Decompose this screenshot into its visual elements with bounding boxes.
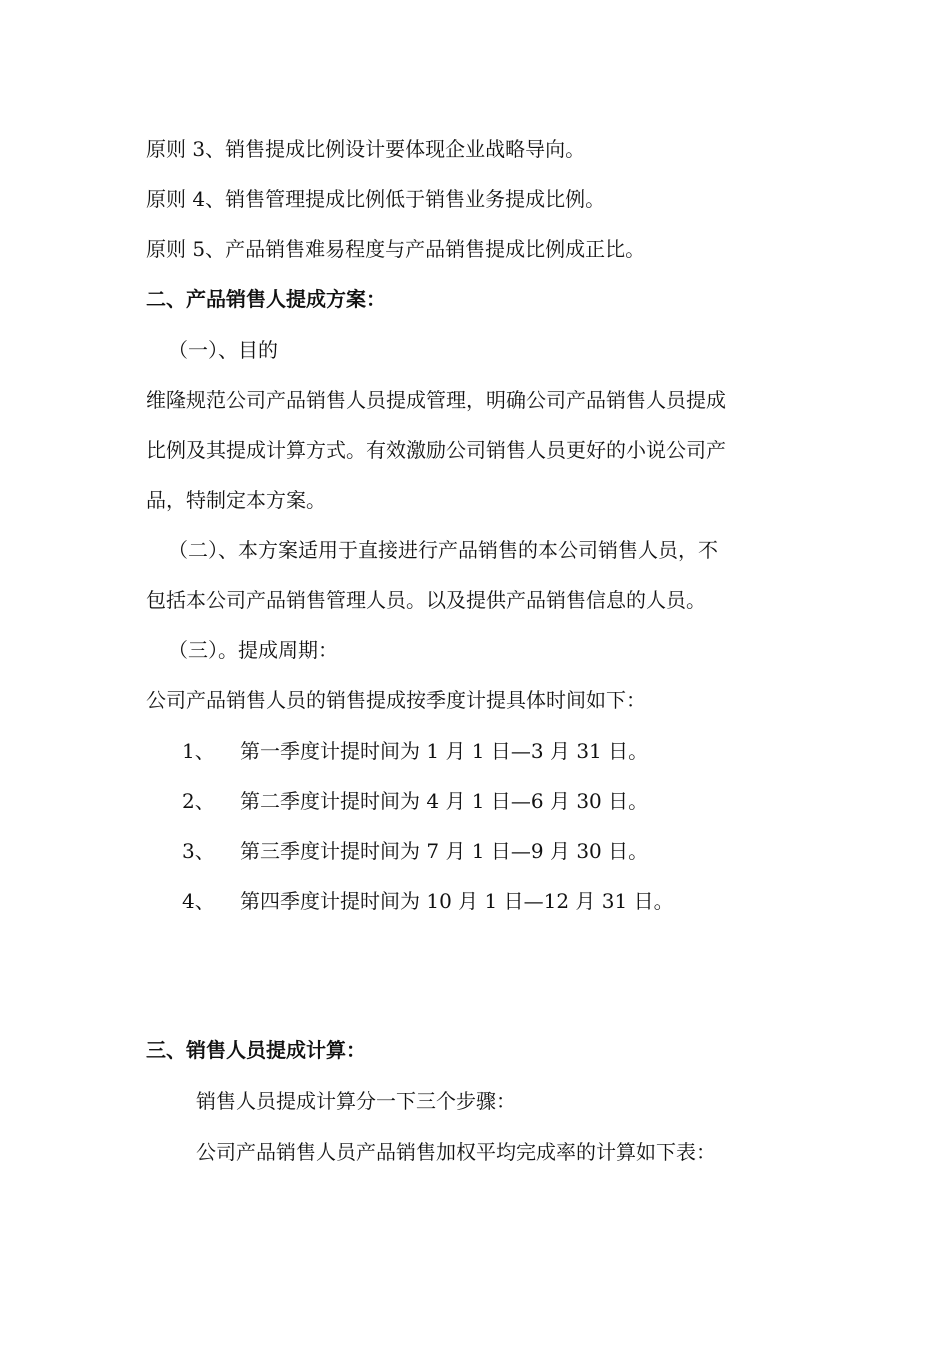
quarter-text: 第四季度计提时间为 10 月 1 日—12 月 31 日。 (240, 889, 674, 913)
principle-3: 原则 3、销售提成比例设计要体现企业战略导向。 (146, 137, 586, 161)
quarter-text: 第三季度计提时间为 7 月 1 日—9 月 30 日。 (240, 839, 649, 863)
purpose-line-1: 维隆规范公司产品销售人员提成管理，明确公司产品销售人员提成 (146, 388, 726, 412)
section-2-heading: 二、产品销售人提成方案： (146, 287, 386, 311)
section-3-heading: 三、销售人员提成计算： (146, 1038, 366, 1062)
scope-line-1: （二）、本方案适用于直接进行产品销售的本公司销售人员，不 (168, 538, 718, 562)
period-intro: 公司产品销售人员的销售提成按季度计提具体时间如下： (146, 688, 646, 712)
section-3-line-2: 公司产品销售人员产品销售加权平均完成率的计算如下表： (196, 1140, 716, 1164)
quarter-number: 2、 (182, 789, 215, 813)
purpose-title: （一）、目的 (168, 338, 278, 362)
period-title: （三）。提成周期： (168, 638, 338, 662)
principle-5: 原则 5、产品销售难易程度与产品销售提成比例成正比。 (146, 237, 646, 261)
quarter-number: 4、 (182, 889, 215, 913)
principle-4: 原则 4、销售管理提成比例低于销售业务提成比例。 (146, 187, 606, 211)
scope-line-2: 包括本公司产品销售管理人员。以及提供产品销售信息的人员。 (146, 588, 706, 612)
quarter-number: 3、 (182, 839, 215, 863)
section-3-line-1: 销售人员提成计算分一下三个步骤： (196, 1089, 516, 1113)
purpose-line-3: 品，特制定本方案。 (146, 488, 326, 512)
quarter-number: 1、 (182, 739, 215, 763)
quarter-text: 第一季度计提时间为 1 月 1 日—3 月 31 日。 (240, 739, 649, 763)
quarter-text: 第二季度计提时间为 4 月 1 日—6 月 30 日。 (240, 789, 649, 813)
purpose-line-2: 比例及其提成计算方式。有效激励公司销售人员更好的小说公司产 (146, 438, 726, 462)
